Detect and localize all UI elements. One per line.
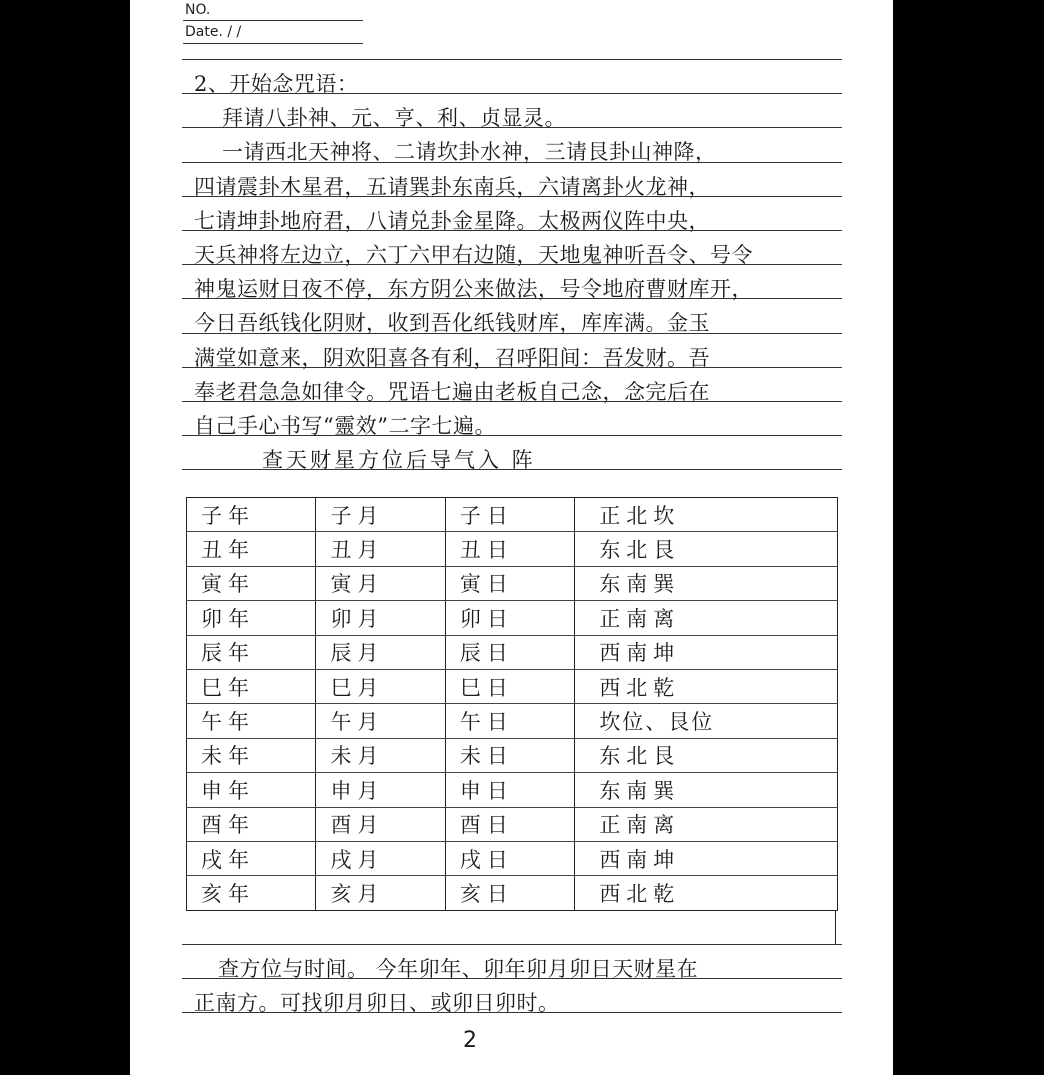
month-cell: 子月 bbox=[316, 498, 445, 532]
body-line: 神鬼运财日夜不停，东方阴公来做法，号令地府曹财库开， bbox=[194, 277, 753, 301]
direction-cell: 正北坎 bbox=[575, 498, 838, 532]
direction-cell: 东北艮 bbox=[575, 532, 838, 566]
direction-cell: 东北艮 bbox=[575, 738, 838, 772]
day-cell: 亥日 bbox=[445, 876, 574, 910]
year-cell: 未年 bbox=[187, 738, 316, 772]
table-row bbox=[187, 773, 838, 807]
year-cell: 丑年 bbox=[187, 532, 316, 566]
table-row bbox=[187, 841, 838, 875]
day-cell: 巳日 bbox=[445, 669, 574, 703]
day-cell: 寅日 bbox=[445, 566, 574, 600]
year-cell: 戌年 bbox=[187, 841, 316, 875]
body-line: 今日吾纸钱化阴财，收到吾化纸钱财库，库库满。金玉 bbox=[194, 311, 710, 335]
day-cell: 申日 bbox=[445, 773, 574, 807]
table-row bbox=[187, 635, 838, 669]
notebook-page bbox=[130, 0, 893, 1075]
year-cell: 亥年 bbox=[187, 876, 316, 910]
number-label: NO. bbox=[185, 2, 211, 18]
table-row bbox=[187, 669, 838, 703]
direction-cell: 西北乾 bbox=[575, 669, 838, 703]
day-cell: 辰日 bbox=[445, 635, 574, 669]
date-label: Date. / / bbox=[185, 24, 242, 40]
body-line: 自己手心书写“靈效”二字七遍。 bbox=[194, 414, 496, 438]
month-cell: 卯月 bbox=[316, 601, 445, 635]
wealth-star-direction-table bbox=[186, 497, 838, 911]
body-line: 查天财星方位后导气入 阵 bbox=[262, 448, 536, 472]
ruled-line bbox=[182, 944, 842, 945]
table-row bbox=[187, 704, 838, 738]
year-cell: 寅年 bbox=[187, 566, 316, 600]
table-border-extension bbox=[835, 910, 836, 944]
day-cell: 酉日 bbox=[445, 807, 574, 841]
direction-cell: 东南巽 bbox=[575, 566, 838, 600]
month-cell: 巳月 bbox=[316, 669, 445, 703]
direction-cell: 西南坤 bbox=[575, 841, 838, 875]
year-cell: 巳年 bbox=[187, 669, 316, 703]
year-cell: 卯年 bbox=[187, 601, 316, 635]
direction-cell: 正南离 bbox=[575, 807, 838, 841]
direction-cell: 正南离 bbox=[575, 601, 838, 635]
body-line: 奉老君急急如律令。咒语七遍由老板自己念，念完后在 bbox=[194, 380, 710, 404]
month-cell: 辰月 bbox=[316, 635, 445, 669]
table-row bbox=[187, 738, 838, 772]
body-line: 2、开始念咒语： bbox=[194, 72, 359, 96]
page-number: 2 bbox=[463, 1028, 477, 1053]
footer-line: 查方位与时间。 今年卯年、卯年卯月卯日天财星在 bbox=[218, 957, 699, 981]
table-row bbox=[187, 498, 838, 532]
day-cell: 戌日 bbox=[445, 841, 574, 875]
month-cell: 丑月 bbox=[316, 532, 445, 566]
body-line: 天兵神将左边立，六丁六甲右边随，天地鬼神听吾令、号令 bbox=[194, 243, 753, 267]
body-line: 满堂如意来，阴欢阳喜各有利，召呼阳间：吾发财。吾 bbox=[194, 346, 710, 370]
year-cell: 子年 bbox=[187, 498, 316, 532]
month-cell: 亥月 bbox=[316, 876, 445, 910]
day-cell: 丑日 bbox=[445, 532, 574, 566]
ruled-line bbox=[182, 59, 842, 60]
month-cell: 午月 bbox=[316, 704, 445, 738]
month-cell: 酉月 bbox=[316, 807, 445, 841]
day-cell: 卯日 bbox=[445, 601, 574, 635]
table-row bbox=[187, 532, 838, 566]
year-cell: 酉年 bbox=[187, 807, 316, 841]
direction-cell: 坎位、艮位 bbox=[575, 704, 838, 738]
month-cell: 戌月 bbox=[316, 841, 445, 875]
table-row bbox=[187, 807, 838, 841]
footer-line: 正南方。可找卯月卯日、或卯日卯时。 bbox=[194, 991, 560, 1015]
month-cell: 未月 bbox=[316, 738, 445, 772]
date-rule bbox=[183, 43, 363, 44]
body-line: 拜请八卦神、元、亨、利、贞显灵。 bbox=[222, 106, 566, 130]
table-row bbox=[187, 601, 838, 635]
body-line: 四请震卦木星君，五请巽卦东南兵，六请离卦火龙神， bbox=[194, 175, 710, 199]
year-cell: 午年 bbox=[187, 704, 316, 738]
day-cell: 午日 bbox=[445, 704, 574, 738]
month-cell: 申月 bbox=[316, 773, 445, 807]
direction-cell: 东南巽 bbox=[575, 773, 838, 807]
body-line: 七请坤卦地府君，八请兑卦金星降。太极两仪阵中央， bbox=[194, 209, 710, 233]
direction-cell: 西南坤 bbox=[575, 635, 838, 669]
table-row bbox=[187, 876, 838, 910]
number-rule bbox=[183, 20, 363, 21]
body-line: 一请西北天神将、二请坎卦水神，三请艮卦山神降， bbox=[222, 140, 717, 164]
table-row bbox=[187, 566, 838, 600]
year-cell: 辰年 bbox=[187, 635, 316, 669]
day-cell: 未日 bbox=[445, 738, 574, 772]
year-cell: 申年 bbox=[187, 773, 316, 807]
day-cell: 子日 bbox=[445, 498, 574, 532]
direction-cell: 西北乾 bbox=[575, 876, 838, 910]
month-cell: 寅月 bbox=[316, 566, 445, 600]
